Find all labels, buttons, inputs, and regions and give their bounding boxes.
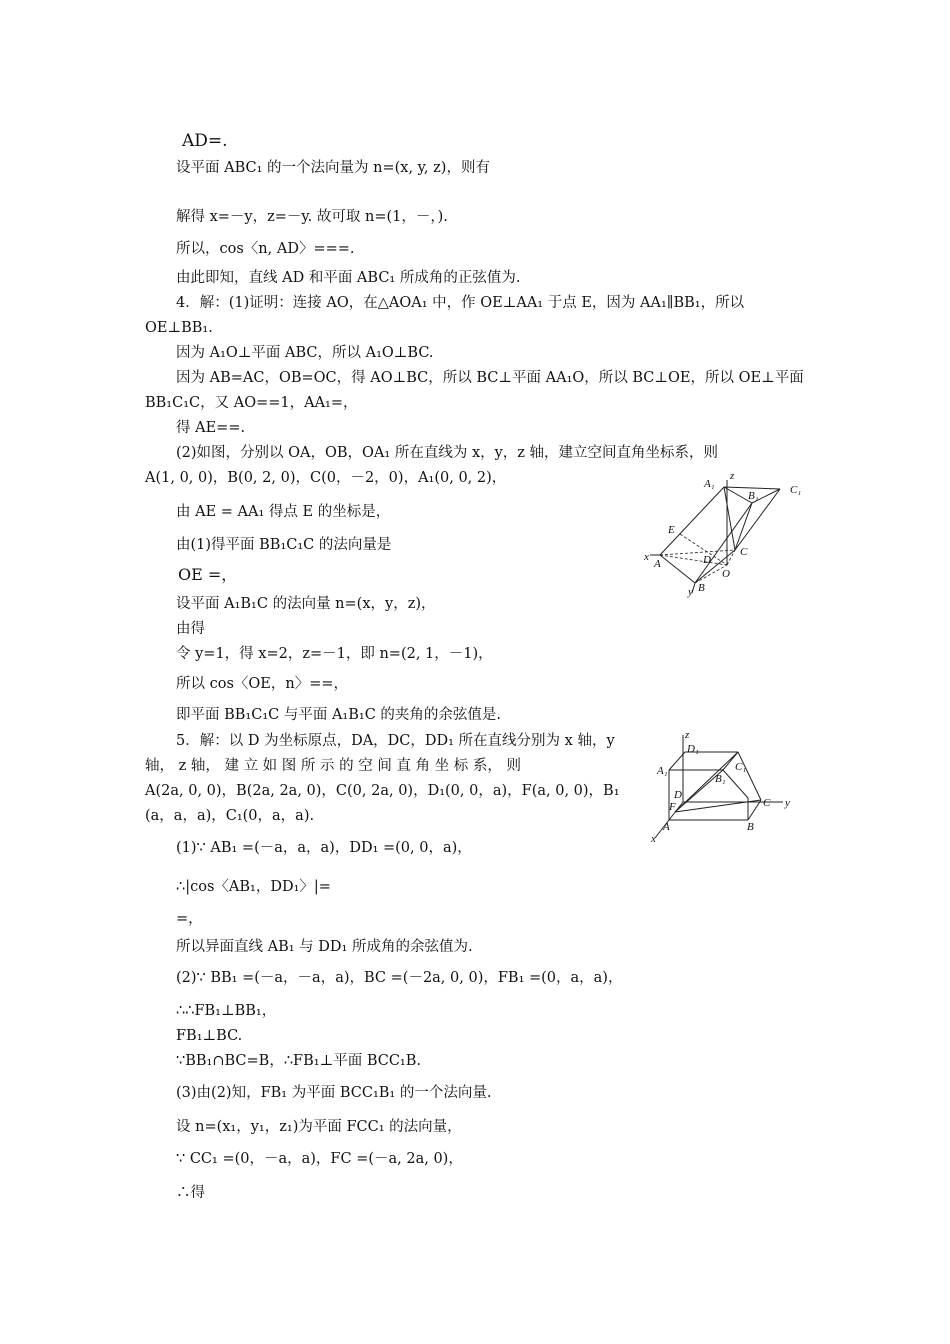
fig2-label: D₁ <box>687 743 699 755</box>
fig2-label: z <box>685 730 690 741</box>
fig2-label: D <box>674 789 682 801</box>
fig2-label: F <box>669 801 676 813</box>
text-line: 由得 <box>176 621 205 637</box>
fig2-label: A₁ <box>657 765 668 777</box>
fig2-label: x <box>651 833 656 845</box>
fig1-label: E <box>668 524 675 536</box>
fig2-label: C <box>763 797 771 809</box>
text-line: A(1, 0, 0)，B(0, 2, 0)，C(0，－2，0)，A₁(0, 0, 2)， <box>145 470 507 486</box>
prism-figure <box>640 465 815 600</box>
fig1-label: O <box>722 568 730 580</box>
fig2-label: A <box>663 821 670 833</box>
text-line: 由(1)得平面 BB₁C₁C 的法向量是 <box>176 537 392 553</box>
text-line: (1)∵ AB₁ =(－a，a，a)，DD₁ =(0, 0，a)， <box>176 840 472 856</box>
fig2-label: B₁ <box>715 773 726 785</box>
text-line: FB₁⊥BC. <box>176 1028 243 1044</box>
text-line: 设 n=(x₁，y₁，z₁)为平面 FCC₁ 的法向量， <box>176 1119 462 1135</box>
fig1-label: z <box>730 470 735 482</box>
fig1-label: B₁ <box>748 490 759 502</box>
text-line: BB₁C₁C，又 AO==1，AA₁=， <box>145 395 358 411</box>
fig1-label: B <box>698 582 705 594</box>
text-line: OE⊥BB₁. <box>145 320 213 336</box>
text-line: (2)∵ BB₁ =(－a，－a，a)，BC =(－2a, 0, 0)，FB₁ =(0，a，a)， <box>176 970 623 986</box>
text-line: (3)由(2)知，FB₁ 为平面 BCC₁B₁ 的一个法向量. <box>176 1085 492 1101</box>
text-line: 轴， z 轴， 建 立 如 图 所 示 的 空 间 直 角 坐 标 系， 则 <box>145 758 521 774</box>
text-line: ∵ CC₁ =(0，－a，a)，FC =(－a, 2a, 0)， <box>176 1151 463 1167</box>
box-figure <box>643 730 798 845</box>
text-line: 由 AE = AA₁ 得点 E 的坐标是， <box>176 504 391 520</box>
fig1-label: C₁ <box>790 484 802 496</box>
text-line: =， <box>176 911 203 927</box>
text-line: ∴∴FB₁⊥BB₁， <box>176 1003 277 1019</box>
text-line: 4．解：(1)证明：连接 AO，在△AOA₁ 中，作 OE⊥AA₁ 于点 E，因为 AA₁∥BB₁，所以 <box>176 295 745 311</box>
text-line: 即平面 BB₁C₁C 与平面 A₁B₁C 的夹角的余弦值是. <box>176 707 502 723</box>
text-line: 因为 A₁O⊥平面 ABC，所以 A₁O⊥BC. <box>176 345 434 361</box>
fig2-label: y <box>785 797 790 809</box>
text-line: AD=. <box>182 131 228 151</box>
fig1-label: y <box>688 586 693 598</box>
text-line: OE =， <box>178 565 238 584</box>
text-line: (2)如图，分别以 OA，OB，OA₁ 所在直线为 x，y，z 轴，建立空间直角坐标系，则 <box>176 445 719 461</box>
fig1-label: A₁ <box>704 478 715 490</box>
text-line: ∴得 <box>176 1185 205 1201</box>
fig1-label: A <box>654 558 661 570</box>
fig1-label: D <box>703 554 711 566</box>
text-line: 令 y=1，得 x=2，z=－1，即 n=(2, 1，－1)， <box>176 646 493 662</box>
text-line: 解得 x=－y，z=－y. 故可取 n=(1，－，). <box>176 209 448 225</box>
text-line: 所以，cos〈n, AD〉===. <box>176 241 355 257</box>
text-line: 5．解：以 D 为坐标原点，DA，DC，DD₁ 所在直线分别为 x 轴，y <box>176 733 615 749</box>
text-line: 因为 AB=AC，OB=OC，得 AO⊥BC，所以 BC⊥平面 AA₁O，所以 BC⊥OE，所以 OE⊥平面 <box>176 370 804 386</box>
text-line: (a，a，a)，C₁(0，a，a). <box>145 808 315 824</box>
text-line: 设平面 ABC₁ 的一个法向量为 n=(x, y, z)，则有 <box>176 160 490 176</box>
fig1-label: C <box>740 546 748 558</box>
fig2-label: B <box>747 821 754 833</box>
text-line: 所以异面直线 AB₁ 与 DD₁ 所成角的余弦值为. <box>176 939 473 955</box>
text-line: 设平面 A₁B₁C 的法向量 n=(x，y，z)， <box>176 596 436 612</box>
text-line: A(2a, 0, 0)，B(2a, 2a, 0)，C(0, 2a, 0)，D₁(0, 0，a)，F(a, 0, 0)，B₁ <box>145 783 620 799</box>
text-line: ∵BB₁∩BC=B，∴FB₁⊥平面 BCC₁B. <box>176 1053 422 1069</box>
fig2-label: C₁ <box>735 761 747 773</box>
text-line: 由此即知，直线 AD 和平面 ABC₁ 所成角的正弦值为. <box>176 270 521 286</box>
fig1-label: x <box>644 551 649 563</box>
text-line: ∴|cos〈AB₁，DD₁〉|= <box>176 879 331 895</box>
text-line: 得 AE==. <box>176 420 246 436</box>
text-line: 所以 cos〈OE，n〉==， <box>176 676 349 692</box>
